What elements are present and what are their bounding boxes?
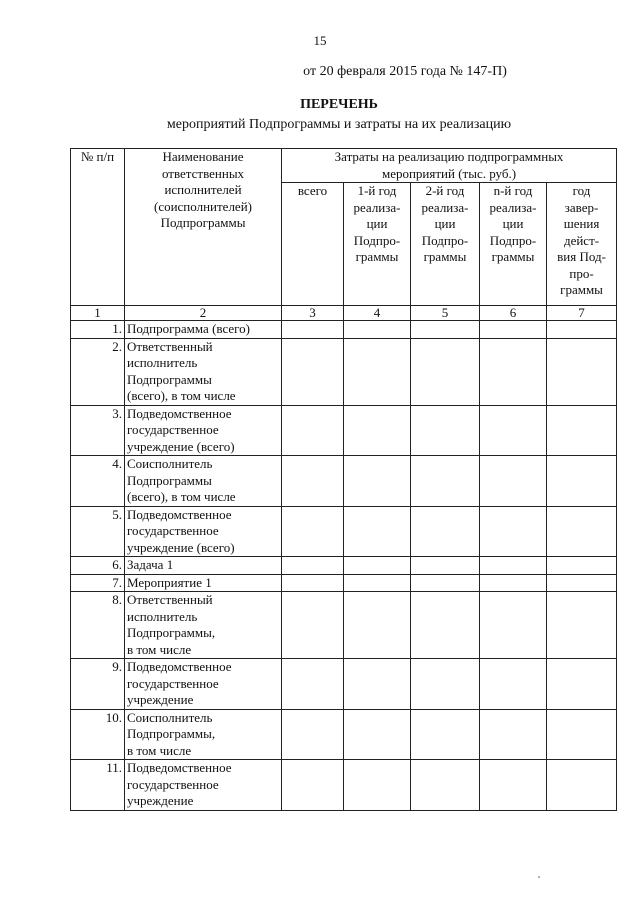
header-name: [125, 149, 282, 306]
row-name-line: Мероприятие 1: [127, 574, 212, 590]
cost-cell: [547, 338, 617, 405]
row-name: [125, 456, 282, 507]
row-name: [125, 338, 282, 405]
row-name: [125, 405, 282, 456]
cell-line: граммы: [423, 249, 467, 264]
cell-line: n-й год: [493, 183, 533, 198]
cost-cell: [480, 506, 547, 557]
row-name-line: Подведомственное: [127, 506, 232, 522]
cost-cell: [411, 405, 480, 456]
row-number: 10.: [71, 709, 125, 760]
row-name-line: Ответственный: [127, 592, 213, 607]
row-name: [125, 760, 282, 811]
cell-line: 2-й год: [425, 183, 465, 198]
cost-cell: [480, 321, 547, 339]
row-name-line: государственное: [127, 422, 219, 437]
header-year-1: [344, 183, 411, 306]
cost-cell: [547, 659, 617, 710]
cell-line: ции: [366, 216, 388, 231]
row-name-line: Подпрограммы,: [127, 625, 216, 640]
column-number: 2: [125, 306, 282, 321]
cost-cell: [411, 659, 480, 710]
column-number: 4: [344, 306, 411, 321]
row-name-line: Соисполнитель: [127, 456, 213, 471]
cell-line: шения: [563, 216, 600, 231]
cost-cell: [547, 760, 617, 811]
table-row: [71, 557, 617, 575]
cell-line: Затраты на реализацию подпрограммных: [334, 149, 564, 164]
cost-cell: [344, 659, 411, 710]
row-name-line: Ответственный: [127, 338, 213, 354]
row-name-line: (всего), в том числе: [127, 489, 236, 504]
row-name-line: исполнитель: [127, 355, 198, 370]
cost-cell: [344, 321, 411, 339]
cost-cell: [411, 456, 480, 507]
cost-cell: [344, 557, 411, 575]
row-name-line: (всего), в том числе: [127, 388, 236, 403]
table-row: [71, 338, 617, 405]
cost-cell: [344, 574, 411, 592]
cost-cell: [411, 709, 480, 760]
cost-cell: [547, 709, 617, 760]
cell-line: граммы: [491, 249, 535, 264]
cell-line: Подпро-: [489, 232, 537, 248]
cost-cell: [282, 456, 344, 507]
row-name-line: Подпрограммы: [127, 371, 212, 387]
table-row: [71, 405, 617, 456]
row-name-line: Подпрограммы: [127, 472, 212, 488]
cost-cell: [344, 405, 411, 456]
cost-cell: [282, 659, 344, 710]
cell-line: завер-: [564, 199, 599, 215]
cost-cell: [344, 592, 411, 659]
table-row: [71, 709, 617, 760]
row-name-line: в том числе: [127, 641, 192, 657]
table-row: [71, 592, 617, 659]
cost-cell: [282, 592, 344, 659]
cell-line: дейст-: [563, 232, 600, 248]
cost-cell: [480, 574, 547, 592]
cell-line: реализа-: [353, 199, 401, 215]
row-number: 5.: [71, 506, 125, 557]
cost-cell: [547, 557, 617, 575]
cost-cell: [344, 506, 411, 557]
cost-cell: [282, 506, 344, 557]
header-costs: [282, 149, 617, 183]
cost-cell: [480, 709, 547, 760]
row-name: [125, 557, 282, 575]
cell-line: (соисполнителей): [153, 198, 252, 214]
row-number: 4.: [71, 456, 125, 507]
row-number: 6.: [71, 557, 125, 575]
row-name-line: в том числе: [127, 742, 192, 758]
column-number: 1: [71, 306, 125, 321]
cell-line: Подпрограммы: [160, 215, 246, 230]
table-row: [71, 760, 617, 811]
row-name-line: Подведомственное: [127, 405, 232, 421]
table-row: [71, 574, 617, 592]
table-row: [71, 321, 617, 339]
cell-line: ции: [502, 216, 524, 231]
cell-line: про-: [569, 265, 594, 281]
cost-cell: [480, 405, 547, 456]
cost-cell: [344, 456, 411, 507]
row-name-line: Подведомственное: [127, 659, 232, 674]
cost-cell: [282, 709, 344, 760]
row-name: [125, 574, 282, 592]
cost-cell: [282, 338, 344, 405]
cost-cell: [411, 557, 480, 575]
cost-cell: [344, 760, 411, 811]
cell-line: граммы: [355, 249, 399, 264]
cell-line: реализа-: [489, 199, 537, 215]
page-subtitle: мероприятий Подпрограммы и затраты на их реализацию: [166, 117, 512, 132]
row-name-line: Соисполнитель: [127, 709, 213, 725]
cost-cell: [282, 574, 344, 592]
costs-table: [70, 148, 617, 811]
column-number: 7: [547, 306, 617, 321]
row-number: 2.: [71, 338, 125, 405]
cost-cell: [547, 574, 617, 592]
header-num: № п/п: [71, 149, 125, 306]
cell-line: мероприятий (тыс. руб.): [381, 165, 517, 181]
column-number-row: [71, 306, 617, 321]
row-name-line: Подпрограмма (всего): [127, 321, 250, 336]
cost-cell: [344, 338, 411, 405]
cell-line: ответственных: [161, 165, 245, 181]
cell-line: Подпро-: [421, 232, 469, 248]
scan-speck: [538, 876, 540, 878]
row-name-line: Подпрограммы,: [127, 726, 216, 741]
row-name-line: государственное: [127, 523, 219, 538]
column-number: 3: [282, 306, 344, 321]
cell-line: реализа-: [421, 199, 469, 215]
cost-cell: [411, 338, 480, 405]
column-number: 5: [411, 306, 480, 321]
cost-cell: [547, 592, 617, 659]
cost-cell: [547, 405, 617, 456]
cost-cell: [411, 574, 480, 592]
header-year-end: [547, 183, 617, 306]
cost-cell: [480, 456, 547, 507]
cell-line: Подпро-: [353, 232, 401, 248]
header-year-n: [480, 183, 547, 306]
row-number: 1.: [71, 321, 125, 339]
cell-line: граммы: [560, 282, 603, 297]
cell-line: год: [572, 183, 591, 198]
row-name-line: учреждение: [127, 692, 194, 707]
cell-line: Наименование: [162, 149, 244, 164]
row-name-line: Подведомственное: [127, 760, 232, 775]
row-name: [125, 709, 282, 760]
page-title: ПЕРЕЧЕНЬ: [300, 97, 378, 112]
cost-cell: [480, 659, 547, 710]
cell-line: вия Под-: [557, 249, 606, 264]
row-name-line: государственное: [127, 675, 219, 691]
table-row: [71, 506, 617, 557]
cost-cell: [282, 405, 344, 456]
cost-cell: [480, 760, 547, 811]
cost-cell: [282, 321, 344, 339]
row-name: [125, 592, 282, 659]
cost-cell: [547, 456, 617, 507]
cost-cell: [344, 709, 411, 760]
row-name-line: Задача 1: [127, 557, 174, 572]
cost-cell: [282, 760, 344, 811]
row-number: 8.: [71, 592, 125, 659]
row-number: 7.: [71, 574, 125, 592]
cost-cell: [411, 760, 480, 811]
header-total: всего: [282, 183, 344, 306]
cost-cell: [480, 338, 547, 405]
header-year-2: [411, 183, 480, 306]
cost-cell: [282, 557, 344, 575]
table-row: [71, 659, 617, 710]
row-name-line: учреждение (всего): [127, 539, 235, 555]
row-name: [125, 321, 282, 339]
row-name-line: учреждение: [127, 793, 194, 808]
table-row: [71, 456, 617, 507]
cost-cell: [411, 506, 480, 557]
cost-cell: [547, 321, 617, 339]
row-name: [125, 659, 282, 710]
row-name-line: государственное: [127, 776, 219, 792]
row-name: [125, 506, 282, 557]
cost-cell: [480, 592, 547, 659]
page-number: 15: [313, 33, 327, 48]
cost-cell: [547, 506, 617, 557]
row-name-line: исполнитель: [127, 608, 198, 624]
header-row-1: [71, 149, 617, 183]
cell-line: 1-й год: [357, 183, 397, 198]
cost-cell: [411, 592, 480, 659]
cost-cell: [480, 557, 547, 575]
row-number: 11.: [71, 760, 125, 811]
row-number: 9.: [71, 659, 125, 710]
cell-line: ции: [434, 216, 456, 231]
row-name-line: учреждение (всего): [127, 438, 235, 454]
cost-cell: [411, 321, 480, 339]
document-reference: от 20 февраля 2015 года № 147-П): [303, 64, 507, 79]
table-body: [71, 321, 617, 811]
cell-line: исполнителей: [164, 182, 242, 197]
row-number: 3.: [71, 405, 125, 456]
column-number: 6: [480, 306, 547, 321]
